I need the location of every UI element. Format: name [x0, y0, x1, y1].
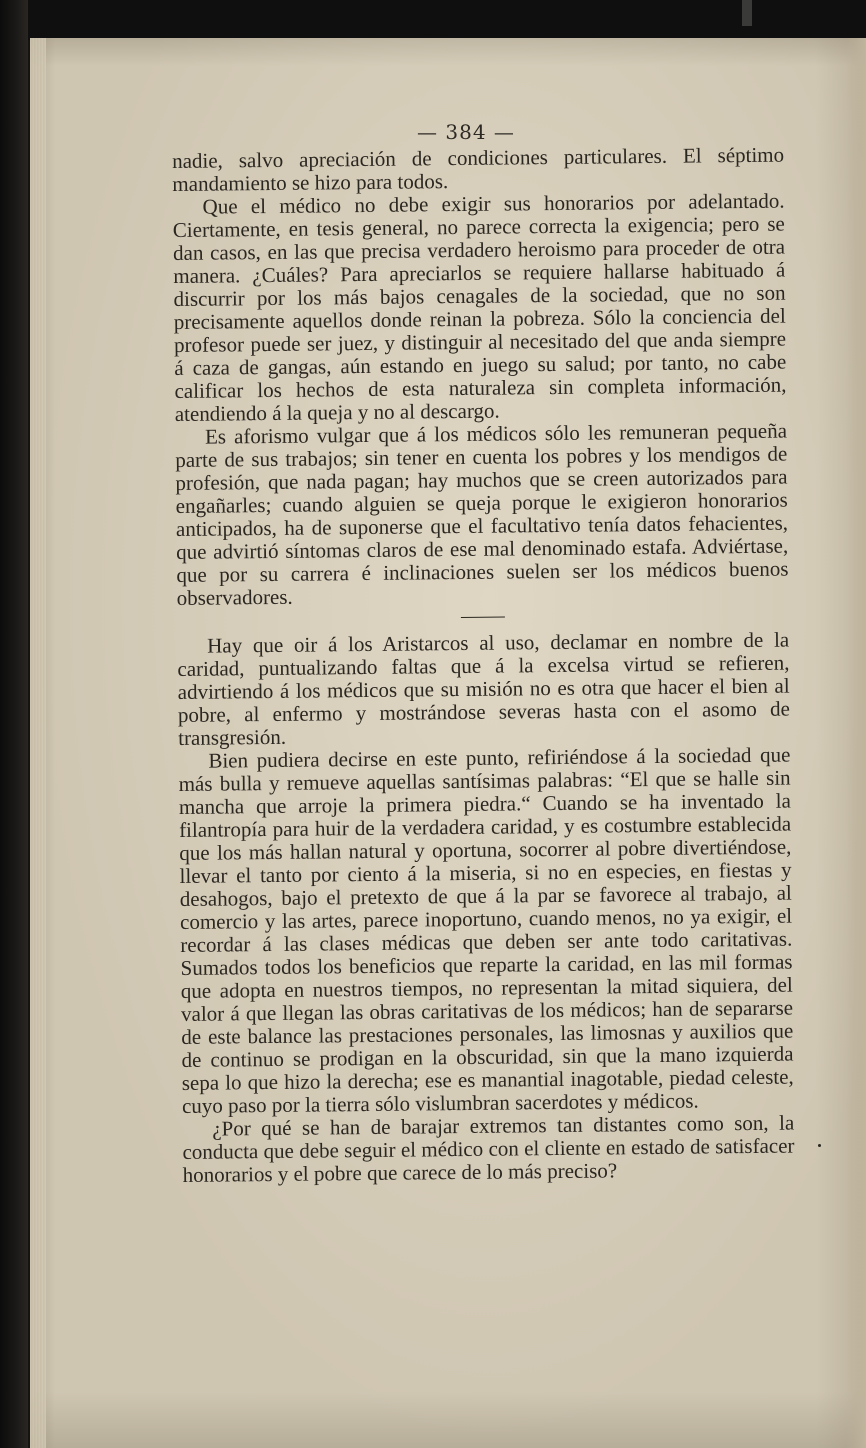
- paragraph-3: Es aforismo vulgar que á los médicos sólo les remuneran pequeña parte de sus trabajos; sin tener en cuenta los pobres y los mendigos de profesión, que nada pagan; hay muchos que se creen autorizados para engañarles; cuando alguien se queja porque le exigieron honorarios anticipados, ha de suponerse que el facultativo tenía datos fehacientes, que advirtió síntomas claros de ese mal denominado estafa. Adviértase, que por su carrera é inclinaciones suelen ser los médicos buenos observadores.: [175, 418, 789, 610]
- book-binding: [0, 0, 28, 1448]
- page-number: — 384 —: [417, 120, 515, 144]
- paragraph-4: Hay que oir á los Aristarcos al uso, declamar en nombre de la caridad, puntualizando faltas que á la excelsa virtud se refieren, advirtiendo á los médicos que su misión no es otra que hacer el bien al pobre, al enfermo y mostrándose severas hasta con el asomo de transgresión.: [177, 627, 791, 750]
- paragraph-2: Que el médico no debe exigir sus honorarios por adelantado. Ciertamente, en tesis general, no parece correcta la exigencia; pero se dan casos, en las que precisa verdadero heroismo para proceder de otra manera. ¿Cuáles? Para apreciarlos se requiere hallarse habituado á discurrir por los más bajos cenagales de la sociedad, que no son precisamente aquellos donde reinan la pobreza. Sólo la conciencia del profesor puede ser juez, y distinguir al necesitado del que anda siempre á caza de gangas, aún estando en juego su salud; por tanto, no cabe calificar los hechos de esta naturaleza sin completa información, atendiendo á la queja y no al descargo.: [172, 188, 787, 426]
- paragraph-6: ¿Por qué se han de barajar extremos tan distantes como son, la conducta que debe seguir el médico con el cliente en estado de satisfacer honorarios y el pobre que carece de lo más preciso?: [182, 1110, 795, 1187]
- paragraph-5: Bien pudiera decirse en este punto, refiriéndose á la sociedad que más bulla y remueve aquellas santísimas palabras: “El que se halle sin mancha que arroje la primera piedra.“ Cuando se ha inventado la filantropía para huir de la verdadera caridad, y es costumbre establecida que los más hallan natural y oportuna, socorrer al pobre divertiéndose, llevar el tanto por ciento á la miseria, si no en especies, en fiestas y desahogos, bajo el pretexto de que á la par se favorece al trabajo, al comercio y las artes, parece inoportuno, cuando menos, no ya exigir, el recordar á las clases médicas que deben ser ante todo caritativas. Sumados todos los beneficios que reparte la caridad, en las mil formas que adopta en nuestros tiempos, no representan la mitad siquiera, del valor á que llegan las obras caritativas de los médicos; han de separarse de este balance las prestaciones personales, las limosnas y auxilios que de continuo se prodigan en la obscuridad, sin que la mano izquierda sepa lo que hizo la derecha; ese es manantial inagotable, piedad celeste, cuyo paso por la tierra sólo vislumbran sacerdotes y médicos.: [178, 742, 794, 1118]
- book-tab-mark: [742, 0, 752, 26]
- paragraph-1: nadie, salvo apreciación de condiciones particulares. El séptimo mandamiento se hizo para todos.: [171, 142, 785, 196]
- scanner-top-border: [0, 0, 866, 40]
- body-text: [172, 144, 795, 1187]
- page-gutter-shadow: [846, 38, 866, 1448]
- page-stack-edge: [30, 38, 46, 1448]
- ink-speck: [818, 1144, 821, 1147]
- section-divider: [461, 617, 505, 618]
